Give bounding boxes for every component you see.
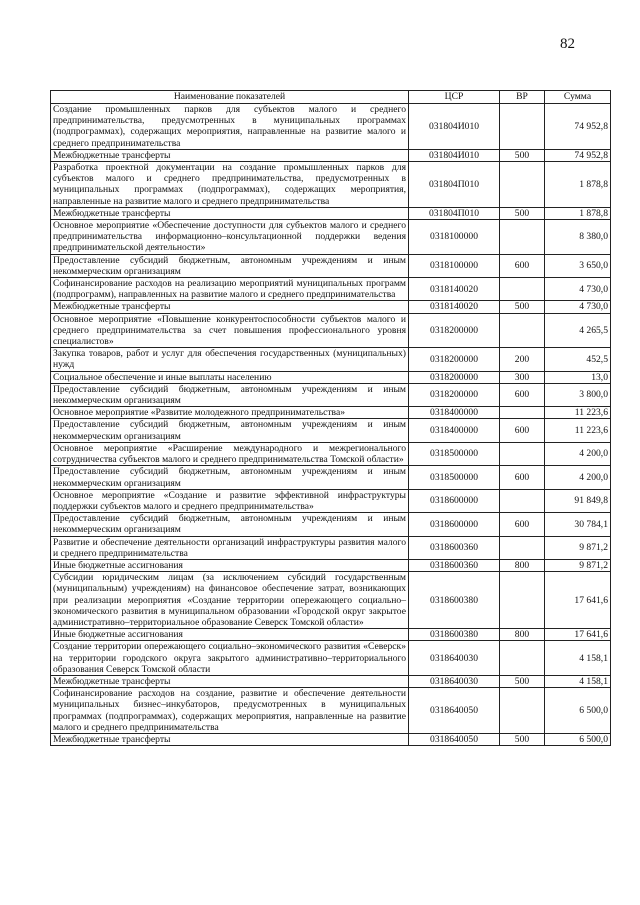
row-name-cell: Субсидии юридическим лицам (за исключением субсидий государственным (муниципальным) учреждениям) на финансовое обеспечение затрат, возникающих при реализации мероприятия «Создание территории опережающего социально–экономического развития в муниципальном образовании «Городской округ закрытое административно–территориальное образование Северск Томской области»	[51, 572, 409, 629]
row-name-cell: Межбюджетные трансферты	[51, 733, 409, 745]
row-csr-cell: 0318100000	[409, 254, 500, 277]
row-sum-cell: 6 500,0	[545, 733, 611, 745]
table-row	[51, 675, 611, 687]
table-row	[51, 688, 611, 734]
row-vr-cell: 500	[500, 675, 545, 687]
row-vr-cell: 600	[500, 419, 545, 442]
row-csr-cell: 0318100000	[409, 220, 500, 255]
table-row	[51, 348, 611, 371]
row-vr-cell: 500	[500, 733, 545, 745]
row-sum-cell: 74 952,8	[545, 149, 611, 161]
row-name-cell: Предоставление субсидий бюджетным, автономным учреждениям и иным некоммерческим организациям	[51, 466, 409, 489]
row-csr-cell: 0318640050	[409, 733, 500, 745]
table-header-row	[51, 91, 611, 104]
row-sum-cell: 6 500,0	[545, 688, 611, 734]
table-row	[51, 149, 611, 161]
row-csr-cell: 031804П010	[409, 207, 500, 219]
row-vr-cell	[500, 489, 545, 512]
table-row	[51, 220, 611, 255]
row-vr-cell	[500, 407, 545, 419]
table-row	[51, 466, 611, 489]
table-body	[51, 104, 611, 746]
row-csr-cell: 0318140020	[409, 278, 500, 301]
row-sum-cell: 4 200,0	[545, 466, 611, 489]
row-sum-cell: 30 784,1	[545, 513, 611, 536]
row-sum-cell: 3 650,0	[545, 254, 611, 277]
row-csr-cell: 0318500000	[409, 466, 500, 489]
row-sum-cell: 4 265,5	[545, 313, 611, 348]
row-vr-cell: 800	[500, 559, 545, 571]
row-name-cell: Предоставление субсидий бюджетным, автономным учреждениям и иным некоммерческим организациям	[51, 254, 409, 277]
table-row	[51, 207, 611, 219]
table-row	[51, 301, 611, 313]
row-vr-cell: 500	[500, 207, 545, 219]
row-csr-cell: 0318600380	[409, 629, 500, 641]
table-row	[51, 536, 611, 559]
row-vr-cell	[500, 278, 545, 301]
row-sum-cell: 4 158,1	[545, 675, 611, 687]
row-name-cell: Основное мероприятие «Развитие молодежного предпринимательства»	[51, 407, 409, 419]
row-name-cell: Межбюджетные трансферты	[51, 149, 409, 161]
row-sum-cell: 9 871,2	[545, 536, 611, 559]
row-csr-cell: 0318500000	[409, 442, 500, 465]
row-csr-cell: 0318640030	[409, 641, 500, 676]
row-name-cell: Создание территории опережающего социально–экономического развития «Северск» на территории городского округа закрытого административно–территориального образования Северск Томской области	[51, 641, 409, 676]
header-name: Наименование показателей	[51, 91, 409, 104]
row-name-cell: Разработка проектной документации на создание промышленных парков для субъектов малого и среднего предпринимательства, предусмотренных в муниципальных программах (подпрограммах), содержащих мероприятия, направленные на развитие малого и среднего предпринимательства	[51, 162, 409, 208]
row-name-cell: Социальное обеспечение и иные выплаты населению	[51, 371, 409, 383]
row-name-cell: Софинансирование расходов на реализацию мероприятий муниципальных программ (подпрограмм), направленных на развитие малого и среднего предпринимательства	[51, 278, 409, 301]
row-sum-cell: 9 871,2	[545, 559, 611, 571]
header-csr: ЦСР	[409, 91, 500, 104]
budget-table	[50, 90, 611, 746]
row-vr-cell: 300	[500, 371, 545, 383]
row-vr-cell	[500, 442, 545, 465]
row-name-cell: Иные бюджетные ассигнования	[51, 629, 409, 641]
table-row	[51, 733, 611, 745]
row-csr-cell: 031804И010	[409, 149, 500, 161]
row-vr-cell	[500, 572, 545, 629]
table-row	[51, 407, 611, 419]
row-sum-cell: 452,5	[545, 348, 611, 371]
row-csr-cell: 0318600380	[409, 572, 500, 629]
page-number: 82	[560, 36, 575, 52]
row-name-cell: Предоставление субсидий бюджетным, автономным учреждениям и иным некоммерческим организациям	[51, 419, 409, 442]
row-sum-cell: 17 641,6	[545, 629, 611, 641]
table-row	[51, 254, 611, 277]
row-vr-cell: 600	[500, 254, 545, 277]
row-csr-cell: 0318600360	[409, 559, 500, 571]
table-row	[51, 641, 611, 676]
row-csr-cell: 0318200000	[409, 383, 500, 406]
row-sum-cell: 11 223,6	[545, 419, 611, 442]
row-name-cell: Межбюджетные трансферты	[51, 301, 409, 313]
row-name-cell: Иные бюджетные ассигнования	[51, 559, 409, 571]
table-row	[51, 278, 611, 301]
table-row	[51, 513, 611, 536]
table-row	[51, 559, 611, 571]
row-vr-cell: 500	[500, 149, 545, 161]
row-sum-cell: 8 380,0	[545, 220, 611, 255]
row-name-cell: Основное мероприятие «Повышение конкурентоспособности субъектов малого и среднего предпринимательства за счет повышения профессионального уровня специалистов»	[51, 313, 409, 348]
row-sum-cell: 11 223,6	[545, 407, 611, 419]
row-vr-cell	[500, 536, 545, 559]
row-vr-cell: 800	[500, 629, 545, 641]
table-row	[51, 629, 611, 641]
header-vr: ВР	[500, 91, 545, 104]
row-vr-cell	[500, 162, 545, 208]
row-name-cell: Создание промышленных парков для субъектов малого и среднего предпринимательства, предусмотренных в муниципальных программах (подпрограммах), содержащих мероприятия, направленные на развитие малого и среднего предпринимательства	[51, 104, 409, 150]
row-csr-cell: 0318400000	[409, 407, 500, 419]
row-vr-cell: 600	[500, 466, 545, 489]
row-vr-cell	[500, 641, 545, 676]
row-sum-cell: 91 849,8	[545, 489, 611, 512]
row-csr-cell: 0318200000	[409, 371, 500, 383]
row-csr-cell: 0318600000	[409, 513, 500, 536]
table-row	[51, 489, 611, 512]
row-sum-cell: 13,0	[545, 371, 611, 383]
row-name-cell: Развитие и обеспечение деятельности организаций инфраструктуры развития малого и среднего предпринимательства	[51, 536, 409, 559]
row-name-cell: Основное мероприятие «Создание и развитие эффективной инфраструктуры поддержки субъектов малого и среднего предпринимательства»	[51, 489, 409, 512]
row-vr-cell: 600	[500, 383, 545, 406]
row-csr-cell: 0318200000	[409, 348, 500, 371]
row-sum-cell: 4 158,1	[545, 641, 611, 676]
row-csr-cell: 0318640050	[409, 688, 500, 734]
row-vr-cell: 600	[500, 513, 545, 536]
row-vr-cell: 200	[500, 348, 545, 371]
row-name-cell: Основное мероприятие «Расширение международного и межрегионального сотрудничества субъектов малого и среднего предпринимательства Томской области»	[51, 442, 409, 465]
row-vr-cell: 500	[500, 301, 545, 313]
row-csr-cell: 0318200000	[409, 313, 500, 348]
row-sum-cell: 3 800,0	[545, 383, 611, 406]
row-csr-cell: 0318600360	[409, 536, 500, 559]
row-sum-cell: 74 952,8	[545, 104, 611, 150]
row-sum-cell: 1 878,8	[545, 207, 611, 219]
row-csr-cell: 031804И010	[409, 104, 500, 150]
row-name-cell: Предоставление субсидий бюджетным, автономным учреждениям и иным некоммерческим организациям	[51, 513, 409, 536]
row-name-cell: Закупка товаров, работ и услуг для обеспечения государственных (муниципальных) нужд	[51, 348, 409, 371]
row-sum-cell: 4 730,0	[545, 301, 611, 313]
row-vr-cell	[500, 688, 545, 734]
row-name-cell: Межбюджетные трансферты	[51, 207, 409, 219]
table-row	[51, 383, 611, 406]
row-csr-cell: 031804П010	[409, 162, 500, 208]
row-csr-cell: 0318140020	[409, 301, 500, 313]
table-row	[51, 371, 611, 383]
row-sum-cell: 1 878,8	[545, 162, 611, 208]
row-csr-cell: 0318640030	[409, 675, 500, 687]
row-name-cell: Софинансирование расходов на создание, развитие и обеспечение деятельности муниципальных бизнес–инкубаторов, предусмотренных в муниципальных программах (подпрограммах), содержащих мероприятия, направленные на развитие малого и среднего предпринимательства	[51, 688, 409, 734]
row-name-cell: Предоставление субсидий бюджетным, автономным учреждениям и иным некоммерческим организациям	[51, 383, 409, 406]
header-sum: Сумма	[545, 91, 611, 104]
row-vr-cell	[500, 313, 545, 348]
row-vr-cell	[500, 104, 545, 150]
table-row	[51, 572, 611, 629]
table-row	[51, 104, 611, 150]
table-row	[51, 442, 611, 465]
row-sum-cell: 4 730,0	[545, 278, 611, 301]
row-name-cell: Основное мероприятие «Обеспечение доступности для субъектов малого и среднего предпринимательства информационно–консультационной поддержки ведения предпринимательской деятельности»	[51, 220, 409, 255]
row-name-cell: Межбюджетные трансферты	[51, 675, 409, 687]
table-row	[51, 419, 611, 442]
row-sum-cell: 4 200,0	[545, 442, 611, 465]
row-sum-cell: 17 641,6	[545, 572, 611, 629]
row-csr-cell: 0318400000	[409, 419, 500, 442]
table-row	[51, 162, 611, 208]
row-vr-cell	[500, 220, 545, 255]
row-csr-cell: 0318600000	[409, 489, 500, 512]
table-row	[51, 313, 611, 348]
